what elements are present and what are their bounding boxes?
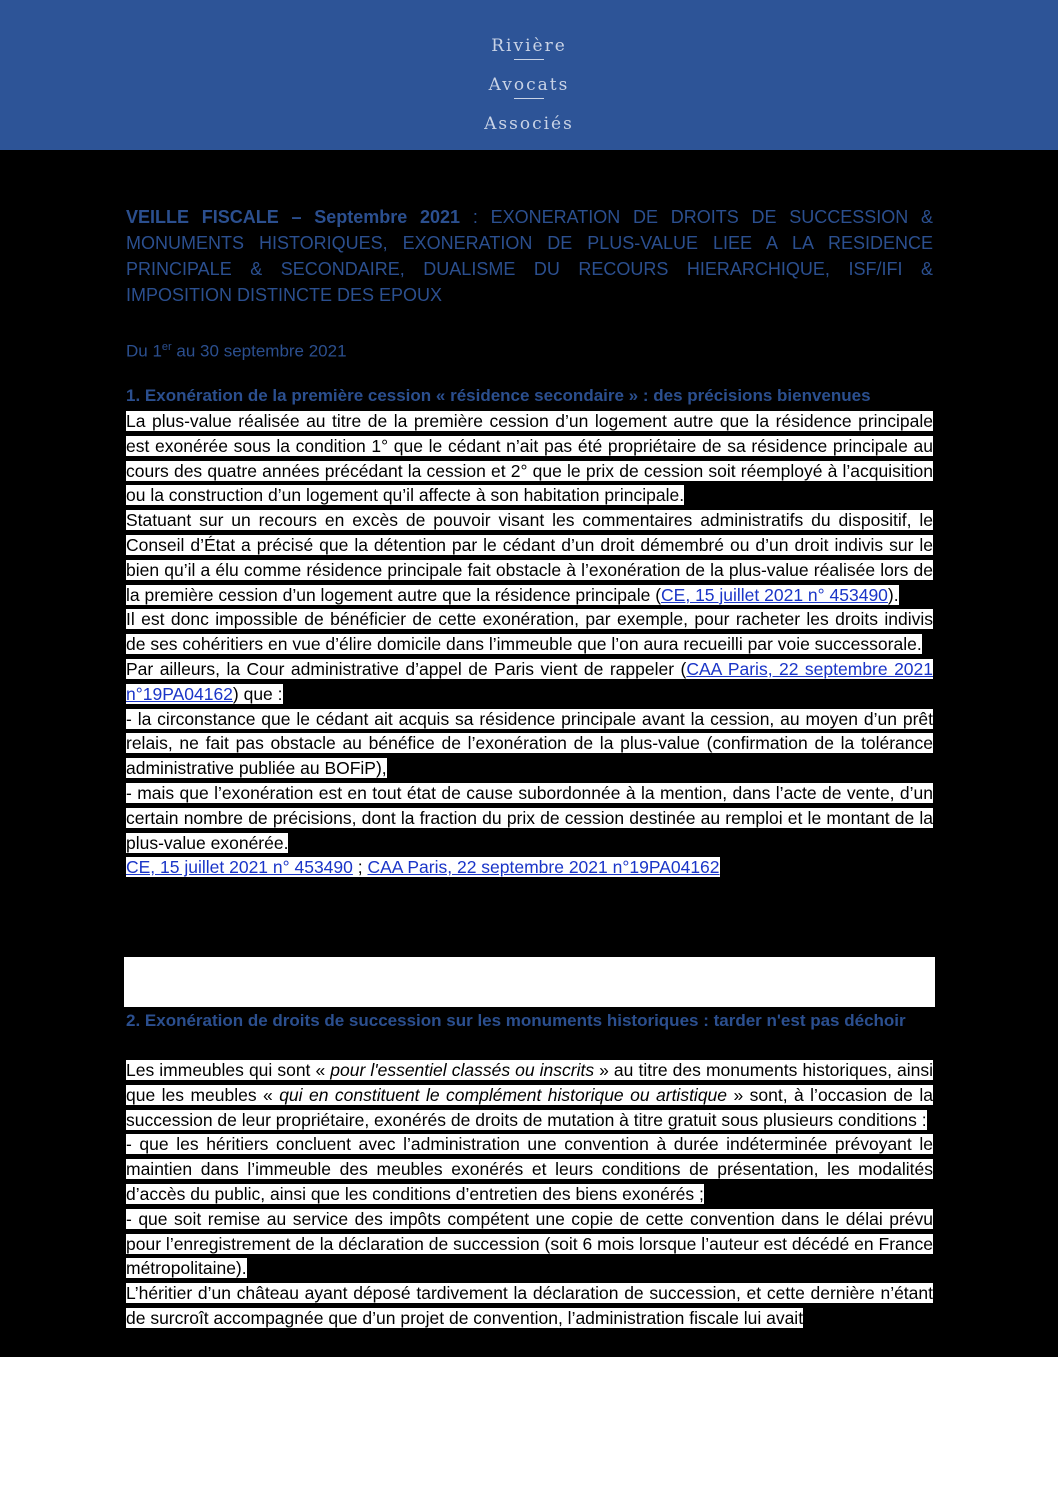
s1-references xyxy=(126,855,933,880)
document-title xyxy=(126,204,933,308)
blank-spacer xyxy=(124,957,935,1007)
page-header xyxy=(0,0,1058,150)
date-range xyxy=(126,335,933,364)
s2-p1-italic-1: pour l'essentiel classés ou inscrits xyxy=(330,1060,595,1080)
caa-ruling-link[interactable]: CAA Paris, 22 septembre 2021 n°19PA04162 xyxy=(126,658,934,704)
s1-p6-text: - mais que l’exonération est en tout état de cause subordonnée à la mention, dans l’acte de vente, d’un certain nombre de précisions, dont la fraction du prix de cession destinée au remploi et le montant de la plus-value exonérée. xyxy=(126,782,933,853)
s1-paragraph-2 xyxy=(126,508,933,607)
s1-p3-text: Il est donc impossible de bénéficier de cette exonération, par exemple, pour racheter les droits indivis de ses cohéritiers en vue d’élire domicile dans l’immeuble que l’on aura recueilli par voie successorale. xyxy=(126,609,933,655)
s1-p1-text: La plus-value réalisée au titre de la première cession d’un logement autre que la résidence principale est exonérée sous la condition 1° que le cédant n’ait pas été propriétaire de sa résidence principale au cours des quatre années précédant la cession et 2° que le prix de cession soit réemployé à l’acquisition ou la construction d’un logement qu’il affecte à son habitation principale. xyxy=(126,411,933,506)
section-1-heading: 1. Exonération de la première cession « résidence secondaire » : des précisions bienvenues xyxy=(126,386,871,405)
s2-p1-a: Les immeubles qui sont « xyxy=(126,1060,331,1080)
logo-divider xyxy=(514,59,544,60)
ce-ruling-link[interactable]: CE, 15 juillet 2021 n° 453490 xyxy=(661,584,888,605)
s1-paragraph-4 xyxy=(126,657,933,707)
s1-paragraph-1 xyxy=(126,409,933,508)
firm-logo xyxy=(0,34,1058,136)
title-rest: : EXONERATION DE DROITS DE SUCCESSION & MONUMENTS HISTORIQUES, EXONERATION DE PLUS-VALUE LIEE A LA RESIDENCE PRINCIPALE & SECONDAIRE, DUALISME DU RECOURS HIERARCHIQUE, ISF/IFI & IMPOSITION DISTINCTE DES EPOUX xyxy=(126,207,933,305)
s2-paragraph-2 xyxy=(126,1132,933,1206)
s1-paragraph-6 xyxy=(126,781,933,855)
s1-p5-text: - la circonstance que le cédant ait acquis sa résidence principale avant la cession, au moyen d’un prêt relais, ne fait pas obstacle au bénéfice de l’exonération de la plus-value (confirmation de la tolérance administrative publiée au BOFiP), xyxy=(126,708,933,779)
s1-p2-end: ). xyxy=(887,584,899,605)
s2-p1-b: » au titre des monuments historiques, ainsi que les meubles « xyxy=(126,1060,933,1105)
ref-ce-link[interactable]: CE, 15 juillet 2021 n° 453490 xyxy=(126,857,353,878)
s2-p2-text: - que les héritiers concluent avec l’administration une convention à durée indéterminée prévoyant le maintien dans l’immeuble des meubles exonérés et leurs conditions de présentation, les modalités d’accès du public, ainsi que les conditions d’entretien des biens exonérés ; xyxy=(126,1134,933,1204)
title-bold: VEILLE FISCALE – Septembre 2021 xyxy=(126,207,461,227)
date-prefix: Du 1 xyxy=(126,341,162,361)
date-sup: er xyxy=(161,341,172,353)
s2-p3-text: - que soit remise au service des impôts compétent une copie de cette convention dans le délai prévu pour l’enregistrement de la déclaration de succession (soit 6 mois lorsque l’auteur est décédé en France métropolitaine). xyxy=(126,1208,933,1279)
s1-p4-text: Par ailleurs, la Cour administrative d’appel de Paris vient de rappeler ( xyxy=(126,658,687,679)
date-suffix: au 30 septembre 2021 xyxy=(171,341,347,361)
s1-paragraph-3 xyxy=(126,607,933,657)
s2-p1-italic-2: qui en constituent le complément historique ou artistique xyxy=(279,1084,728,1105)
s1-paragraph-5 xyxy=(126,707,933,781)
s2-paragraph-1 xyxy=(126,1058,933,1132)
s2-paragraph-4 xyxy=(126,1281,933,1331)
logo-line-1: Rivière xyxy=(491,36,567,56)
logo-line-2: Avocats xyxy=(488,75,570,95)
s2-p4-text: L’héritier d’un château ayant déposé tardivement la déclaration de succession, et cette dernière n’étant de surcroît accompagnée que d’un projet de convention, l’administration fiscale lui avait xyxy=(126,1283,933,1328)
section-1-body xyxy=(126,409,933,880)
s1-p4-end: ) que : xyxy=(232,683,283,704)
logo-line-3: Associés xyxy=(484,114,574,134)
ref-caa-link[interactable]: CAA Paris, 22 septembre 2021 n°19PA04162 xyxy=(367,857,720,878)
section-2-body xyxy=(126,1058,933,1331)
logo-divider xyxy=(514,98,544,99)
s2-p1-c: » sont, à l’occasion de la succession de leur propriétaire, exonérés de droits de mutation à titre gratuit sous plusieurs conditions : xyxy=(126,1084,933,1130)
ref-separator: ; xyxy=(352,857,368,878)
section-2-heading: 2. Exonération de droits de succession sur les monuments historiques : tarder n'est pas déchoir xyxy=(126,1011,906,1030)
s2-paragraph-3 xyxy=(126,1207,933,1281)
s1-p2-text: Statuant sur un recours en excès de pouvoir visant les commentaires administratifs du dispositif, le Conseil d’État a précisé que la détention par le cédant d’un droit démembré ou d’un droit indivis sur le bien qu’il a élu comme résidence principale fait obstacle à l’exonération de la plus-value réalisée lors de la première cession d’un logement autre que la résidence principale ( xyxy=(126,510,933,605)
